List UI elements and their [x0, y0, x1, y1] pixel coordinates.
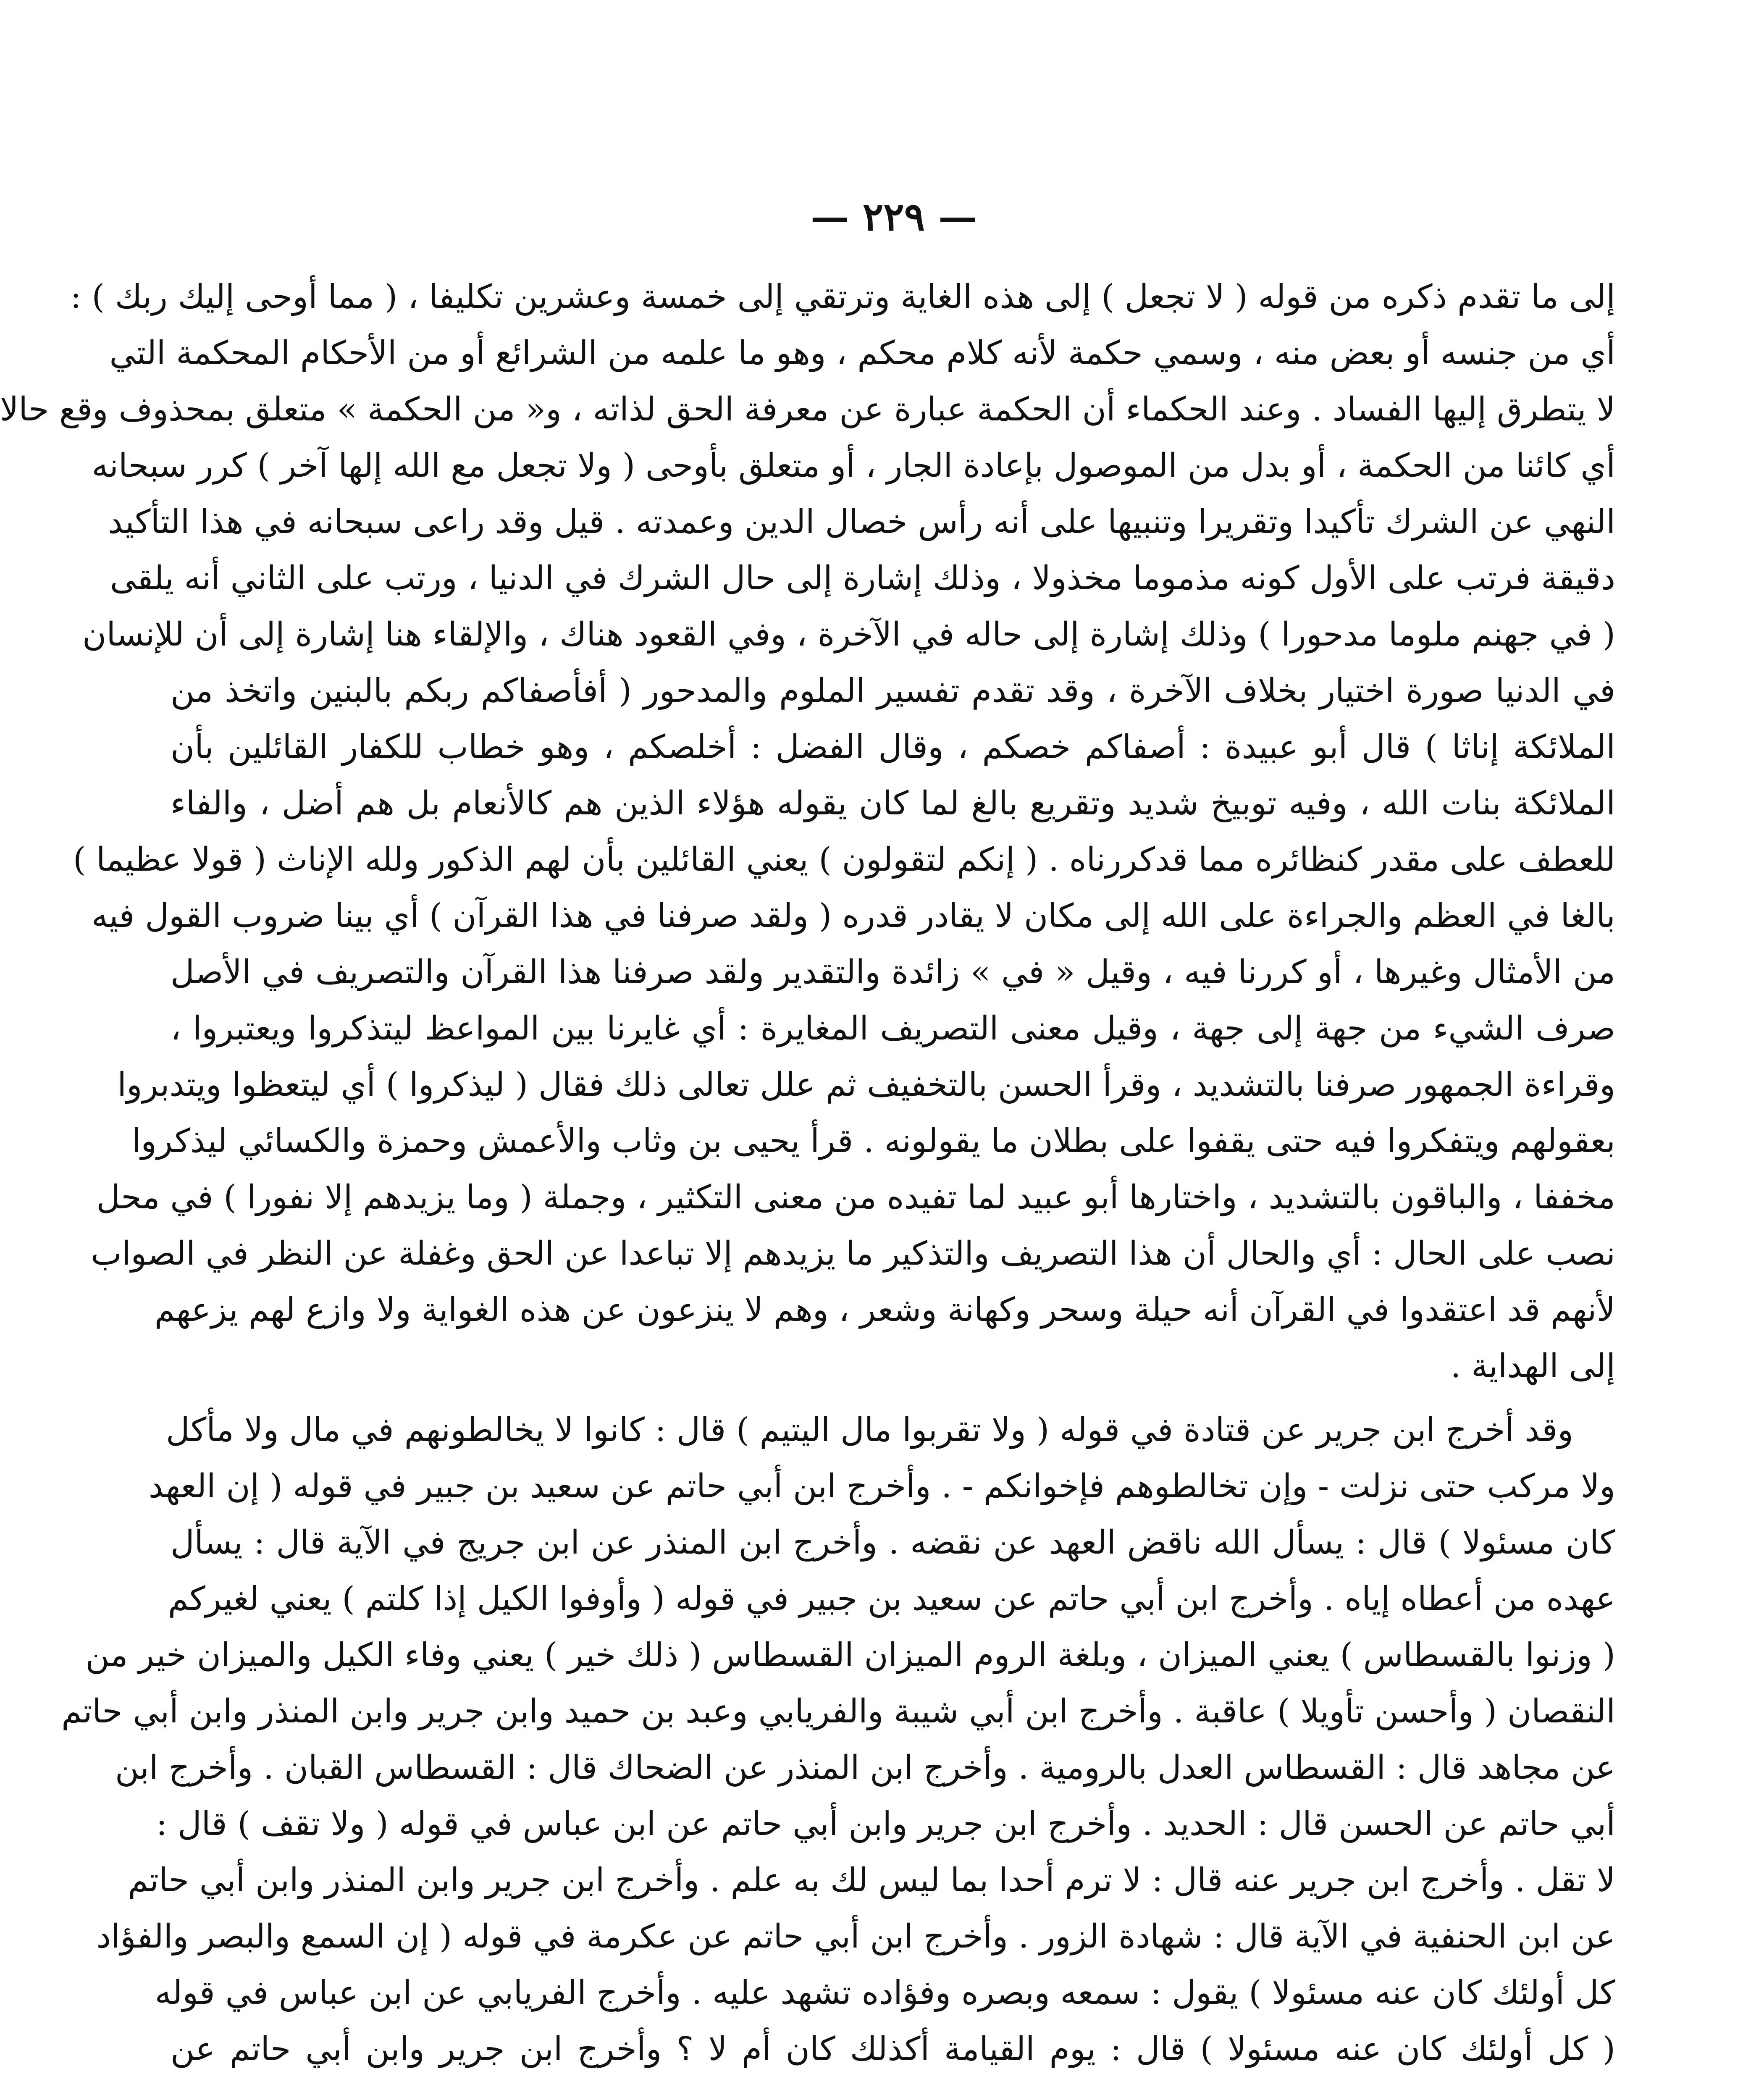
text-line: صرف الشيء من جهة إلى جهة ، وقيل معنى التصريف المغايرة : أي غايرنا بين المواعظ ليتذكروا ويعتبروا ، [171, 1010, 1615, 1047]
text-line: الملائكة بنات الله ، وفيه توبيخ شديد وتقريع بالغ لما كان يقوله هؤلاء الذين هم كالأنعام بل هم أضل ، والفاء [171, 785, 1615, 822]
text-line: نصب على الحال : أي والحال أن هذا التصريف والتذكير ما يزيدهم إلا تباعدا عن الحق وغفلة عن النظر في الصواب [91, 1235, 1615, 1273]
text-line: ( وزنوا بالقسطاس ) يعني الميزان ، وبلغة الروم الميزان القسطاس ( ذلك خير ) يعني وفاء الكيل والميزان خير من [85, 1636, 1615, 1674]
text-line: عن ابن الحنفية في الآية قال : شهادة الزور . وأخرج ابن أبي حاتم عن عكرمة في قوله ( إن السمع والبصر والفؤاد [96, 1918, 1615, 1956]
text-line: عن مجاهد قال : القسطاس العدل بالرومية . وأخرج ابن المنذر عن الضحاك قال : القسطاس القبان . وأخرج ابن [115, 1749, 1615, 1787]
text-line: كان مسئولا ) قال : يسأل الله ناقض العهد عن نقضه . وأخرج ابن المنذر عن ابن جريج في الآية قال : يسأل [171, 1524, 1615, 1562]
text-line: في الدنيا صورة اختيار بخلاف الآخرة ، وقد تقدم تفسير الملوم والمدحور ( أفأصفاكم ربكم بالبنين واتخذ من [171, 672, 1615, 710]
page-number: — ٢٢٩ — [810, 194, 977, 239]
text-line: وقراءة الجمهور صرفنا بالتشديد ، وقرأ الحسن بالتخفيف ثم علل تعالى ذلك فقال ( ليذكروا ) أي ليتعظوا ويتدبروا [117, 1066, 1615, 1104]
body-text [0, 269, 1615, 2077]
text-line: النهي عن الشرك تأكيدا وتقريرا وتنبيها على أنه رأس خصال الدين وعمدته . قيل وقد راعى سبحانه في هذا التأكيد [108, 503, 1615, 541]
text-line: لا يتطرق إليها الفساد . وعند الحكماء أن الحكمة عبارة عن معرفة الحق لذاته ، و« من الحكمة » متعلق بمحذوف وقع حالا [0, 391, 1615, 428]
text-line: كل أولئك كان عنه مسئولا ) يقول : سمعه وبصره وفؤاده تشهد عليه . وأخرج الفريابي عن ابن عباس في قوله [155, 1974, 1615, 2012]
paragraph [0, 269, 1615, 1394]
text-line: لا تقل . وأخرج ابن جرير عنه قال : لا ترم أحدا بما ليس لك به علم . وأخرج ابن جرير وابن المنذر وابن أبي حاتم [128, 1861, 1615, 1899]
text-line: دقيقة فرتب على الأول كونه مذموما مخذولا ، وذلك إشارة إلى حال الشرك في الدنيا ، ورتب على الثاني أنه يلقى [110, 559, 1615, 597]
text-line: لأنهم قد اعتقدوا في القرآن أنه حيلة وسحر وكهانة وشعر ، وهم لا ينزعون عن هذه الغواية ولا وازع لهم يزعهم [154, 1291, 1615, 1329]
text-line: للعطف على مقدر كنظائره مما قدكررناه . ( إنكم لتقولون ) يعني القائلين بأن لهم الذكور ولله الإناث ( قولا عظيما ) [73, 841, 1615, 879]
text-line: إلى ما تقدم ذكره من قوله ( لا تجعل ) إلى هذه الغاية وترتقي إلى خمسة وعشرين تكليفا ، ( مما أوحى إليك ربك ) : [70, 278, 1615, 316]
text-line: ( كل أولئك كان عنه مسئولا ) قال : يوم القيامة أكذلك كان أم لا ؟ وأخرج ابن جرير وابن أبي حاتم عن [171, 2030, 1615, 2068]
paragraph-gap [171, 1394, 1615, 1402]
text-line: بعقولهم ويتفكروا فيه حتى يقفوا على بطلان ما يقولونه . قرأ يحيى بن وثاب والأعمش وحمزة والكسائي ليذكروا [131, 1122, 1615, 1160]
text-line: النقصان ( وأحسن تأويلا ) عاقبة . وأخرج ابن أبي شيبة والفريابي وعبد بن حميد وابن جرير وابن المنذر وابن أبي حاتم [61, 1693, 1615, 1730]
text-line: بالغا في العظم والجراءة على الله إلى مكان لا يقادر قدره ( ولقد صرفنا في هذا القرآن ) أي بينا ضروب القول فيه [91, 897, 1615, 935]
text-line: إلى الهداية . [1450, 1347, 1615, 1385]
text-line: وقد أخرج ابن جرير عن قتادة في قوله ( ولا تقربوا مال اليتيم ) قال : كانوا لا يخالطونهم في مال ولا مأكل [166, 1411, 1573, 1449]
text-line: ولا مركب حتى نزلت - وإن تخالطوهم فإخوانكم - . وأخرج ابن أبي حاتم عن سعيد بن جبير في قوله ( إن العهد [148, 1467, 1615, 1505]
text-line: الملائكة إناثا ) قال أبو عبيدة : أصفاكم خصكم ، وقال الفضل : أخلصكم ، وهو خطاب للكفار القائلين بأن [171, 728, 1615, 766]
text-line: ( في جهنم ملوما مدحورا ) وذلك إشارة إلى حاله في الآخرة ، وفي القعود هناك ، والإلقاء هنا إشارة إلى أن للإنسان [82, 616, 1615, 654]
text-line: مخففا ، والباقون بالتشديد ، واختارها أبو عبيد لما تفيده من معنى التكثير ، وجملة ( وما يزيدهم إلا نفورا ) في محل [96, 1179, 1615, 1216]
text-line: أي من جنسه أو بعض منه ، وسمي حكمة لأنه كلام محكم ، وهو ما علمه من الشرائع أو من الأحكام المحكمة التي [109, 334, 1615, 372]
text-line: من الأمثال وغيرها ، أو كررنا فيه ، وقيل « في » زائدة والتقدير ولقد صرفنا هذا القرآن والتصريف في الأصل [171, 953, 1615, 991]
paragraph [61, 1402, 1615, 2077]
text-line: أي كائنا من الحكمة ، أو بدل من الموصول بإعادة الجار ، أو متعلق بأوحى ( ولا تجعل مع الله إلها آخر ) كرر سبحانه [92, 447, 1615, 485]
text-line: عهده من أعطاه إياه . وأخرج ابن أبي حاتم عن سعيد بن جبير في قوله ( وأوفوا الكيل إذا كلتم ) يعني لغيركم [168, 1580, 1615, 1618]
text-line: أبي حاتم عن الحسن قال : الحديد . وأخرج ابن جرير وابن أبي حاتم عن ابن عباس في قوله ( ولا تقف ) قال : [156, 1805, 1615, 1843]
